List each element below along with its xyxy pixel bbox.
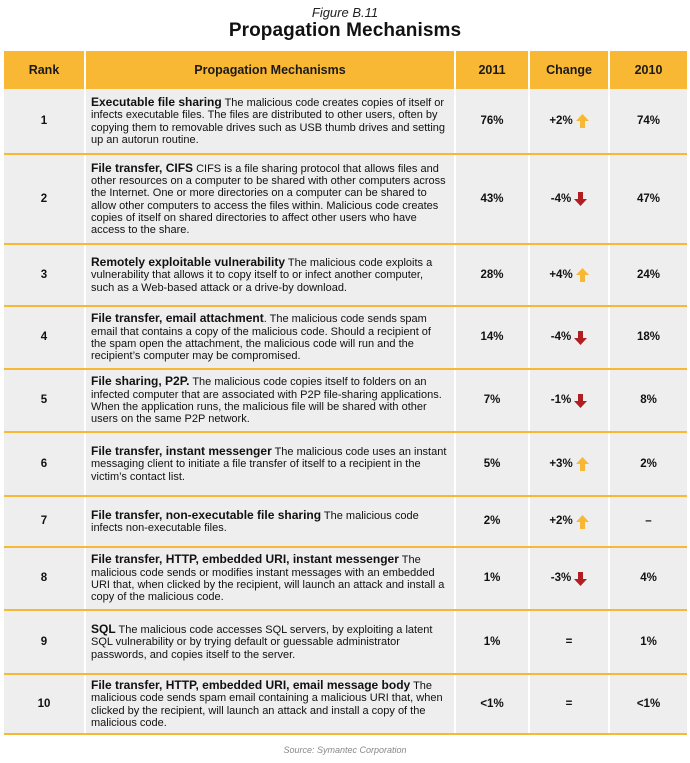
header-rank: Rank: [4, 51, 85, 89]
change-cell: =: [529, 674, 609, 734]
change-value: +2%: [549, 114, 573, 127]
mechanism-cell: [85, 496, 455, 547]
table-row: [4, 674, 687, 734]
mechanism-description: The malicious code copies itself to folders on an infected computer that are associated with P2P file-sharing applications. When the application runs, the malicious file will be shared with other users on the same P2P network.: [91, 376, 442, 426]
mechanism-cell: [85, 674, 455, 734]
value-2010-cell: 4%: [609, 547, 687, 610]
value-2011-cell: 7%: [455, 369, 529, 432]
mechanism-description: The malicious code accesses SQL servers, by exploiting a latent SQL vulnerability or by trying default or guessable administrator passwords, and copies itself to the server.: [91, 624, 433, 661]
rank-cell: 6: [4, 432, 85, 496]
table-row: [4, 610, 687, 674]
change-value: -3%: [550, 572, 572, 585]
mechanism-title: File transfer, CIFS: [91, 160, 194, 175]
change-cell: [529, 154, 609, 244]
value-2011-cell: 43%: [455, 154, 529, 244]
up-arrow-icon: [576, 114, 589, 128]
value-2011-cell: 2%: [455, 496, 529, 547]
mechanism-cell: [85, 369, 455, 432]
mechanism-title: File transfer, HTTP, embedded URI, instant messenger: [91, 552, 399, 567]
rank-cell: 7: [4, 496, 85, 547]
value-2011-cell: 28%: [455, 244, 529, 306]
value-2011-cell: <1%: [455, 674, 529, 734]
header-2010: 2010: [609, 51, 687, 89]
mechanism-description: CIFS is a file sharing protocol that allows files and other resources on a computer to be shared with other computers across the Internet. One or more directories on a computer can be shared to allow other computers to access the files within. Malicious code creates copies of itself on shared directories to affect other users who have access to the share.: [91, 162, 446, 237]
change-cell: [529, 306, 609, 369]
header-mechanism: Propagation Mechanisms: [85, 51, 455, 89]
change-cell: [529, 432, 609, 496]
table-row: [4, 306, 687, 369]
propagation-table: [4, 51, 687, 735]
mechanism-cell: [85, 547, 455, 610]
change-cell: [529, 369, 609, 432]
rank-cell: 9: [4, 610, 85, 674]
mechanism-title: File transfer, email attachment: [91, 311, 264, 326]
table-row: [4, 154, 687, 244]
header-change: Change: [529, 51, 609, 89]
value-2011-cell: 1%: [455, 547, 529, 610]
table-row: [4, 244, 687, 306]
value-2010-cell: 18%: [609, 306, 687, 369]
change-cell: [529, 496, 609, 547]
change-value: -4%: [550, 331, 572, 344]
mechanism-title: File transfer, non-executable file sharing: [91, 507, 322, 522]
change-cell: [529, 547, 609, 610]
value-2010-cell: 24%: [609, 244, 687, 306]
rank-cell: 1: [4, 89, 85, 154]
figure-label: Figure B.11: [311, 5, 379, 20]
table-header-row: [4, 51, 687, 89]
value-2011-cell: 1%: [455, 610, 529, 674]
table-row: [4, 547, 687, 610]
rank-cell: 8: [4, 547, 85, 610]
value-2010-cell: 8%: [609, 369, 687, 432]
rank-cell: 4: [4, 306, 85, 369]
change-cell: [529, 244, 609, 306]
value-2010-cell: 2%: [609, 432, 687, 496]
change-value: +3%: [549, 457, 573, 470]
mechanism-cell: [85, 306, 455, 369]
mechanism-title: Remotely exploitable vulnerability: [91, 255, 286, 270]
value-2011-cell: 14%: [455, 306, 529, 369]
change-value: +2%: [549, 515, 573, 528]
header-2011: 2011: [455, 51, 529, 89]
change-value: -1%: [550, 394, 572, 407]
mechanism-cell: [85, 89, 455, 154]
mechanism-title: File sharing, P2P.: [91, 374, 190, 389]
mechanism-description: The malicious code sends spam email containing a malicious URI that, when clicked by the recipient, will launch an attack and install a copy of the malicious code.: [91, 679, 443, 729]
source-note: Source: Symantec Corporation: [283, 745, 407, 755]
change-cell: =: [529, 610, 609, 674]
table-row: [4, 369, 687, 432]
page-title: Propagation Mechanisms: [228, 20, 462, 41]
rank-cell: 3: [4, 244, 85, 306]
value-2010-cell: 74%: [609, 89, 687, 154]
down-arrow-icon: [574, 394, 587, 408]
mechanism-title: File transfer, instant messenger: [91, 444, 272, 459]
rank-cell: 5: [4, 369, 85, 432]
mechanism-description: The malicious code exploits a vulnerability that allows it to copy itself to or infect another computer, such as a Web-based attack or a drive-by download.: [91, 257, 433, 294]
value-2011-cell: 5%: [455, 432, 529, 496]
table-row: [4, 432, 687, 496]
value-2010-cell: <1%: [609, 674, 687, 734]
rank-cell: 2: [4, 154, 85, 244]
change-value: +4%: [549, 268, 573, 281]
table-row: [4, 496, 687, 547]
mechanism-title: File transfer, HTTP, embedded URI, email message body: [91, 677, 411, 692]
change-cell: [529, 89, 609, 154]
mechanism-title: Executable file sharing: [91, 94, 222, 109]
mechanism-description: The malicious code creates copies of itself or infects executable files. The files are distributed to other users, often by copying them to removable drives such as USB thumb drives and setting up an autorun routine.: [91, 96, 446, 146]
up-arrow-icon: [576, 268, 589, 282]
down-arrow-icon: [574, 572, 587, 586]
rank-cell: 10: [4, 674, 85, 734]
value-2010-cell: 1%: [609, 610, 687, 674]
down-arrow-icon: [574, 192, 587, 206]
mechanism-title: SQL: [91, 622, 116, 637]
mechanism-description: The malicious code infects non-executable files.: [91, 509, 419, 534]
up-arrow-icon: [576, 457, 589, 471]
mechanism-cell: [85, 154, 455, 244]
down-arrow-icon: [574, 331, 587, 345]
change-value: -4%: [550, 192, 572, 205]
value-2010-cell: –: [609, 496, 687, 547]
mechanism-cell: [85, 432, 455, 496]
mechanism-description: . The malicious code sends spam email that contains a copy of the malicious code. Should a recipient of the spam open the attachment, the malicious code will run and the recipient’s computer may be compromised.: [91, 313, 431, 363]
mechanism-description: The malicious code uses an instant messaging client to initiate a file transfer of itself to a recipient in the victim’s contact list.: [91, 446, 447, 483]
table-row: [4, 89, 687, 154]
mechanism-cell: [85, 610, 455, 674]
value-2011-cell: 76%: [455, 89, 529, 154]
mechanism-cell: [85, 244, 455, 306]
value-2010-cell: 47%: [609, 154, 687, 244]
up-arrow-icon: [576, 515, 589, 529]
mechanism-description: The malicious code sends or modifies instant messages with an embedded URI that, when clicked by the recipient, will launch an attack and install a copy of the malicious code.: [91, 554, 445, 604]
